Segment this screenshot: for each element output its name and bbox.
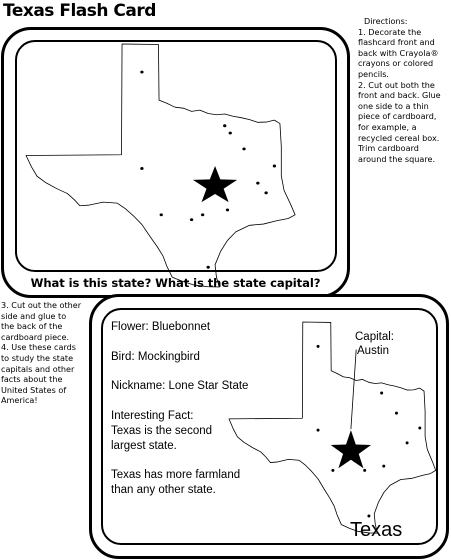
- directions-line: 2. Cut out both the: [358, 79, 435, 90]
- city-dot: [223, 124, 226, 127]
- texas-shape: [26, 44, 295, 287]
- city-dot: [264, 191, 267, 194]
- directions-line: flashcard front and: [358, 37, 435, 48]
- flashcard-question: What is this state? What is the state capital?: [30, 276, 321, 290]
- directions-line: facts about the: [1, 374, 63, 385]
- city-dot: [317, 345, 320, 348]
- state-nickname: Nickname: Lone Star State: [111, 380, 249, 392]
- directions-heading: Directions:: [364, 16, 408, 26]
- directions-line: one side to a thin: [358, 100, 429, 111]
- map-dots-back: [317, 345, 422, 518]
- texas-map-outline-front: [26, 44, 302, 288]
- city-dot: [317, 429, 320, 432]
- directions-line: 4. Use these cards: [1, 342, 76, 353]
- city-dot: [406, 441, 409, 444]
- state-name-label: Texas: [350, 519, 403, 541]
- city-dot: [207, 266, 210, 269]
- capital-label-block: [355, 330, 394, 358]
- city-dot: [418, 427, 421, 430]
- capital-label: Capital:: [355, 331, 394, 343]
- fact-line-1: Texas is the second: [111, 425, 213, 437]
- texas-map-outline-back: [229, 322, 441, 534]
- city-dot: [190, 218, 193, 221]
- directions-line: for example, a: [358, 121, 417, 132]
- directions-line: America!: [1, 395, 38, 406]
- directions-line: recycled cereal box.: [358, 132, 440, 143]
- directions-line: United States of: [1, 384, 67, 395]
- directions-bottom: [1, 300, 89, 406]
- city-dot: [382, 465, 385, 468]
- fact-heading: Interesting Fact:: [111, 410, 194, 422]
- city-dot: [140, 71, 143, 74]
- fact-line-2: largest state.: [111, 440, 177, 452]
- directions-line: side and glue to: [1, 310, 67, 321]
- farmland-line-1: Texas has more farmland: [111, 469, 241, 481]
- state-bird: Bird: Mockingbird: [111, 351, 200, 363]
- directions-line: Trim cardboard: [358, 143, 419, 154]
- page-title: Texas Flash Card: [3, 1, 156, 21]
- city-dot: [273, 165, 276, 168]
- city-dot: [363, 469, 366, 472]
- capital-pointer-line: [351, 350, 356, 430]
- capital-star-front: [193, 166, 237, 202]
- directions-line: crayons or colored: [358, 58, 434, 69]
- directions-top: [358, 16, 450, 164]
- city-dot: [140, 167, 143, 170]
- directions-line: pencils.: [358, 68, 389, 79]
- city-dot: [242, 147, 245, 150]
- map-dots-front: [140, 71, 276, 269]
- directions-line: the back of the: [1, 321, 63, 332]
- directions-line: capitals and other: [1, 363, 75, 374]
- directions-line: 3. Cut out the other: [1, 300, 82, 310]
- directions-line: around the square.: [358, 153, 436, 164]
- capital-star-back: [331, 430, 371, 468]
- city-dot: [331, 469, 334, 472]
- farmland-line-2: than any other state.: [111, 484, 216, 496]
- city-dot: [201, 213, 204, 216]
- directions-line: piece of cardboard,: [358, 111, 437, 122]
- city-dot: [256, 182, 259, 185]
- state-flower: Flower: Bluebonnet: [111, 321, 211, 333]
- capital-name: Austin: [357, 345, 389, 357]
- city-dot: [380, 392, 383, 395]
- directions-line: back with Crayola®: [358, 47, 439, 58]
- texas-shape: [229, 322, 436, 533]
- city-dot: [229, 132, 232, 135]
- city-dot: [160, 213, 163, 216]
- directions-line: to study the state: [1, 352, 74, 363]
- directions-line: 1. Decorate the: [358, 26, 422, 37]
- directions-line: cardboard piece.: [1, 331, 70, 342]
- city-dot: [395, 412, 398, 415]
- directions-line: front and back. Glue: [358, 90, 441, 101]
- city-dot: [226, 208, 229, 211]
